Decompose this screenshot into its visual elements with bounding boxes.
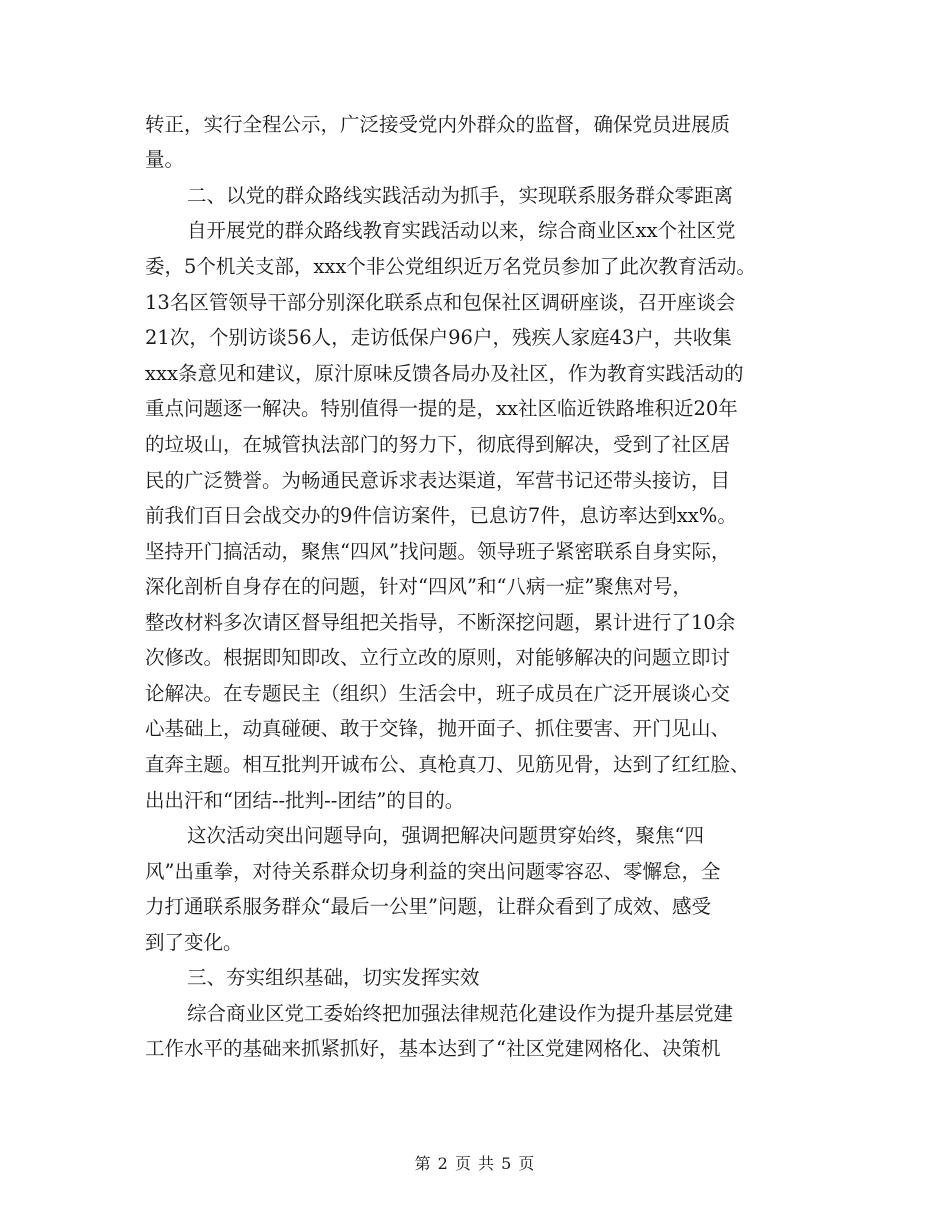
text-line [0,249,950,285]
text-line-content: 综合商业区党工委始终把加强法律规范化建设作为提升基层党建 [187,1002,734,1025]
text-line [0,711,950,747]
text-line-content: 出出汗和“团结--批判--团结”的目的。 [145,789,465,812]
text-line [0,676,950,712]
text-line-content: 委，5个机关支部，xxx个非公党组织近万名党员参加了此次教育活动。 [145,255,756,278]
text-line-content: 这次活动突出问题导向，强调把解决问题贯穿始终，聚焦“四 [187,824,704,847]
text-line [0,996,950,1032]
text-line [0,1031,950,1067]
text-line [0,498,950,534]
text-line [0,285,950,321]
text-line [0,640,950,676]
text-line [0,107,950,143]
page-footer: 第 2 页 共 5 页 [414,1154,536,1173]
text-line [0,854,950,890]
text-line-content: 民的广泛赞誉。为畅通民意诉求表达渠道，军营书记还带头接访，目 [145,469,731,492]
text-line [0,569,950,605]
text-line-content: 坚持开门搞活动，聚焦“四风”找问题。领导班子紧密联系自身实际， [145,540,731,563]
section-heading [0,178,950,214]
text-line [0,356,950,392]
text-line-content: 论解决。在专题民主（组织）生活会中，班子成员在广泛开展谈心交 [145,682,731,705]
section-heading [0,960,950,996]
text-line-content: 次修改。根据即知即改、立行立改的原则，对能够解决的问题立即讨 [145,646,731,669]
text-line-content: 直奔主题。相互批判开诚布公、真枪真刀、见筋见骨，达到了红红脸、 [145,753,750,776]
text-line-content: 前我们百日会战交办的9件信访案件，已息访7件，息访率达到xx%。 [145,504,737,527]
text-line-content: 自开展党的群众路线教育实践活动以来，综合商业区xx个社区党 [187,219,736,242]
section-heading-text: 二、以党的群众路线实践活动为抓手，实现联系服务群众零距离 [187,184,734,207]
text-line-content: 21次，个别访谈56人，走访低保户96户，残疾人家庭43户，共收集 [145,326,732,349]
text-line-content: 深化剖析自身存在的问题，针对“四风”和“八病一症”聚焦对号， [145,575,692,598]
text-line [0,818,950,854]
text-line [0,605,950,641]
text-line [0,213,950,249]
text-line-content: 重点问题逐一解决。特别值得一提的是，xx社区临近铁路堆积近20年 [145,397,738,420]
text-line [0,320,950,356]
text-line [0,142,950,178]
text-line [0,427,950,463]
text-line-content: 量。 [145,148,185,171]
text-line [0,889,950,925]
text-line-content: 转正，实行全程公示，广泛接受党内外群众的监督，确保党员进展质 [145,113,731,136]
text-line [0,925,950,961]
section-heading-text: 三、夯实组织基础，切实发挥实效 [187,966,480,989]
text-line-content: 工作水平的基础来抓紧抓好，基本达到了“社区党建网格化、决策机 [145,1037,721,1060]
text-line-content: 心基础上，动真碰硬、敢于交锋，抛开面子、抓住要害、开门见山、 [145,717,731,740]
text-line [0,534,950,570]
text-line-content: 整改材料多次请区督导组把关指导，不断深挖问题，累计进行了10余 [145,611,736,634]
text-line-content: 的垃圾山，在城管执法部门的努力下，彻底得到解决，受到了社区居 [145,433,731,456]
text-line-content: xxx条意见和建议，原汁原味反馈各局办及社区，作为教育实践活动的 [145,362,744,385]
text-line [0,783,950,819]
text-line-content: 13名区管领导干部分别深化联系点和包保社区调研座谈，召开座谈会 [145,291,736,314]
text-line [0,747,950,783]
text-line [0,391,950,427]
text-line-content: 力打通联系服务群众“最后一公里”问题，让群众看到了成效、感受 [145,895,711,918]
text-line-content: 到了变化。 [145,931,243,954]
text-line-content: 风”出重拳，对待关系群众切身利益的突出问题零容忍、零懈怠，全 [145,860,721,883]
text-line [0,463,950,499]
